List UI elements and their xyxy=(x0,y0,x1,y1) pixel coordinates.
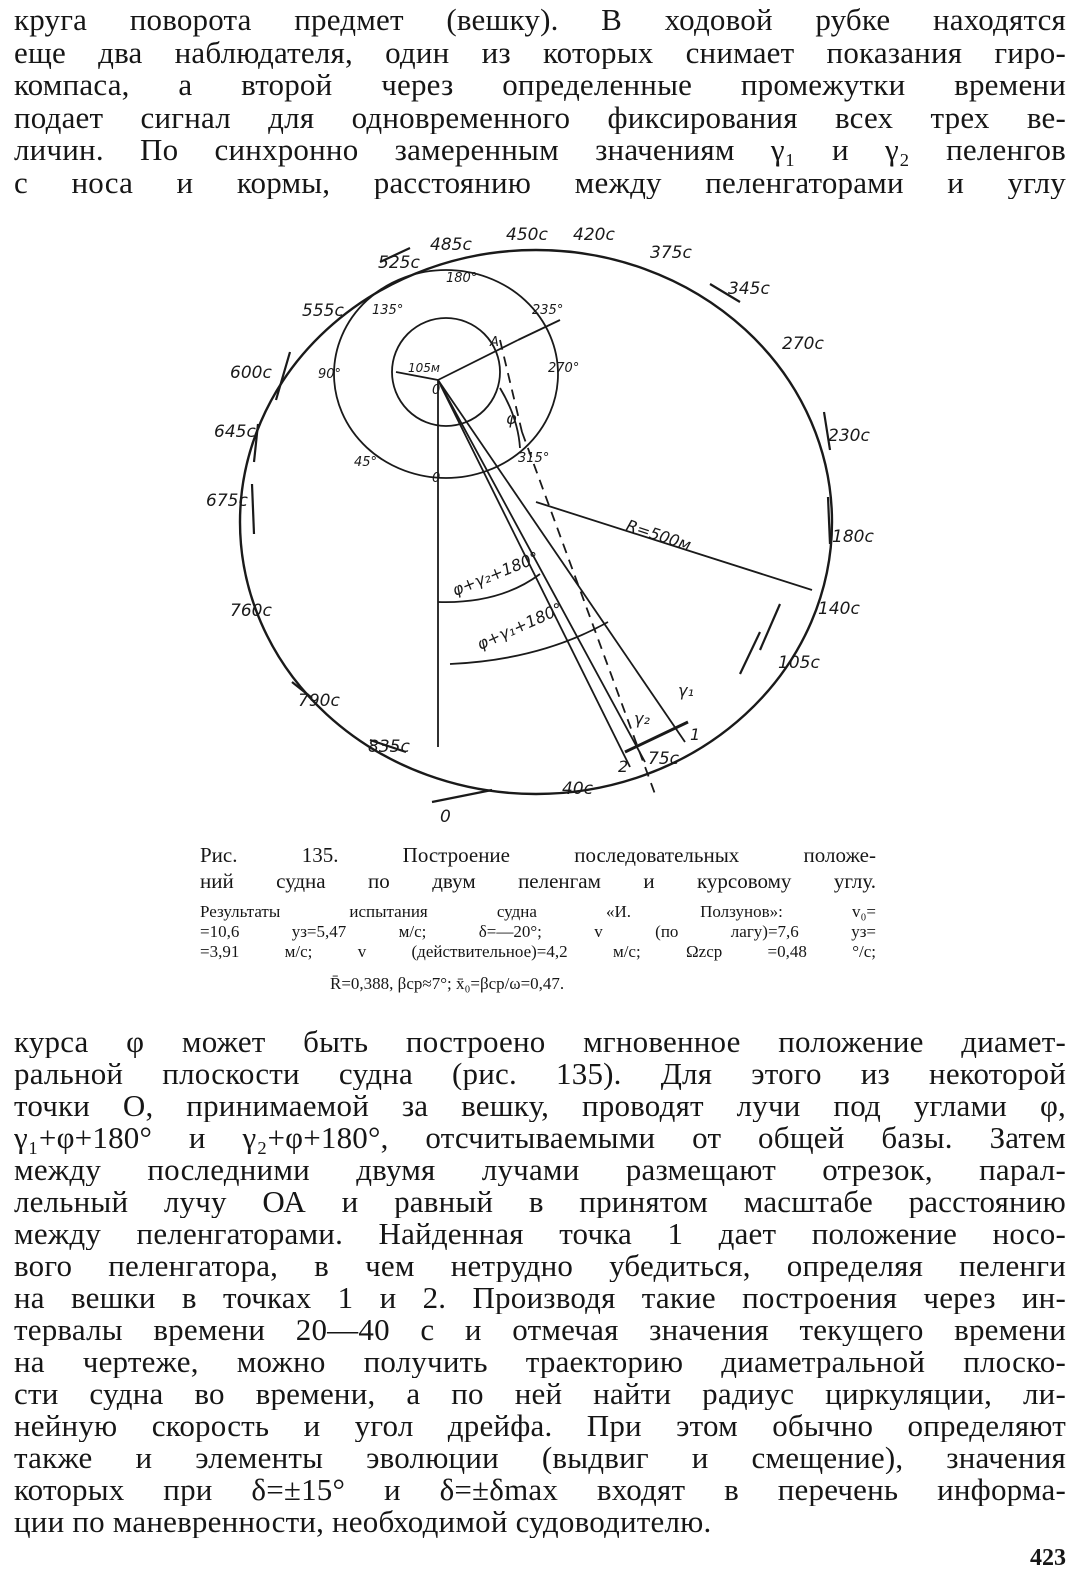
text-line: ральной плоскости судна (рис. 135). Для этого из некоторой xyxy=(14,1058,1066,1090)
time-label: 0 xyxy=(440,807,451,827)
time-label: 180c xyxy=(832,527,874,547)
caption-line: ний судна по двум пеленгам и курсовому углу. xyxy=(200,869,876,893)
oa-extension xyxy=(518,320,560,340)
figure-results-last: R̄=0,388, βср≈7°; x̄₀=βср/ω=0,47. xyxy=(330,974,565,993)
radius-105-label: 105м xyxy=(408,361,440,375)
arrow-icon xyxy=(828,497,830,544)
angle-label: 45° xyxy=(354,455,378,470)
time-label: 140c xyxy=(818,599,860,619)
time-label: 600c xyxy=(230,363,272,383)
text-line: лельный лучу ОА и равный в принятом масштабе расстоянию xyxy=(14,1186,1066,1218)
angle-label: 0 xyxy=(432,471,441,486)
angle-label: 235° xyxy=(532,303,564,318)
ship-circulation-diagram xyxy=(200,212,880,832)
text-line: компаса, а второй через определенные промежутки времени xyxy=(14,69,1066,102)
page-number: 423 xyxy=(1030,1545,1066,1571)
text-line: вого пеленгатора, в чем нетрудно убедиться, определяя пеленги xyxy=(14,1250,1066,1282)
text-line: также и элементы эволюции (выдвиг и смещение), значения xyxy=(14,1442,1066,1474)
text-line: между пеленгаторами. Найденная точка 1 дает положение носо- xyxy=(14,1218,1066,1250)
arrow-icon xyxy=(252,484,254,534)
text-line: на вешки в точках 1 и 2. Производя такие построения через ин- xyxy=(14,1282,1066,1314)
angle-label: 180° xyxy=(446,271,478,286)
ray-gamma1 xyxy=(438,380,685,742)
results-line: =3,91 м/с; v (действительное)=4,2 м/с; Ωzср =0,48 °/с; xyxy=(200,942,876,961)
text-line: курса φ может быть построено мгновенное положение диамет- xyxy=(14,1026,1066,1058)
time-label: 645c xyxy=(214,422,256,442)
results-line: Результаты испытания судна «И. Ползунов»: v₀= xyxy=(200,902,876,921)
text-line: еще два наблюдателя, один из которых снимает показания гиро- xyxy=(14,36,1066,69)
time-label: 375c xyxy=(650,243,692,263)
time-label: 555c xyxy=(302,301,344,321)
figure-caption xyxy=(200,842,876,894)
phi-gamma2-label: φ+γ₂+180° xyxy=(449,547,542,600)
phi-gamma1-label: φ+γ₁+180° xyxy=(473,598,566,654)
text-line: нейную скорость и угол дрейфа. При этом обычно определяют xyxy=(14,1410,1066,1442)
time-label: 420c xyxy=(573,225,615,245)
text-line: γ₁+φ+180° и γ₂+φ+180°, отсчитываемыми от общей базы. Затем xyxy=(14,1122,1066,1154)
text-line: круга поворота предмет (вешку). В ходовой рубке находятся xyxy=(14,4,1066,37)
time-label: 345c xyxy=(728,279,770,299)
bottom-paragraph xyxy=(14,1026,1066,1538)
time-label: 75c xyxy=(648,749,679,769)
gamma2-label: γ₂ xyxy=(634,709,650,728)
text-line: тервалы времени 20—40 с и отмечая значения текущего времени xyxy=(14,1314,1066,1346)
text-line: подает сигнал для одновременного фиксирования всех трех ве- xyxy=(14,101,1066,134)
time-label: 835c xyxy=(368,737,410,757)
time-label: 40c xyxy=(562,779,593,799)
text-line: на чертеже, можно получить траекторию диаметральной плоско- xyxy=(14,1346,1066,1378)
results-line: =10,6 уз=5,47 м/с; δ=—20°; v (по лагу)=7,6 уз= xyxy=(200,922,876,941)
arrow-icon xyxy=(432,790,492,802)
time-label: 760c xyxy=(230,601,272,621)
time-label: 270c xyxy=(782,334,824,354)
text-line: сти судна во времени, а по ней найти радиус циркуляции, ли- xyxy=(14,1378,1066,1410)
angle-label: 270° xyxy=(548,361,580,376)
angle-label: 90° xyxy=(318,367,342,382)
arrow-icon xyxy=(760,604,780,650)
angle-label: 315° xyxy=(518,451,550,466)
top-paragraph xyxy=(14,4,1066,199)
time-label: 525c xyxy=(378,253,420,273)
time-label: 105c xyxy=(778,653,820,673)
text-line: между последними двумя лучами размещают отрезок, парал- xyxy=(14,1154,1066,1186)
figure-results xyxy=(200,902,876,962)
ray-phi xyxy=(438,380,645,762)
radius-label: R=500м xyxy=(623,515,694,555)
time-label: 790c xyxy=(298,691,340,711)
text-line: с носа и кормы, расстоянию между пеленгаторами и углу xyxy=(14,166,1066,199)
point-2-label: 2 xyxy=(618,757,629,776)
time-label: 485c xyxy=(430,235,472,255)
caption-line: Рис. 135. Построение последовательных положе- xyxy=(200,843,876,867)
bearing-circle-outer xyxy=(334,270,558,478)
text-line: точки О, принимаемой за вешку, проводят лучи под углами φ, xyxy=(14,1090,1066,1122)
arrow-icon xyxy=(276,352,290,400)
time-label: 230c xyxy=(828,426,870,446)
ray-OA xyxy=(438,340,518,380)
angle-label: 0 xyxy=(432,383,441,398)
arrow-icon xyxy=(740,632,760,674)
text-line: личин. По синхронно замеренным значениям γ₁ и γ₂ пеленгов xyxy=(14,134,1066,167)
time-label: 675c xyxy=(206,491,248,511)
time-label: 450c xyxy=(506,225,548,245)
gamma1-label: γ₁ xyxy=(678,681,694,700)
point-1-label: 1 xyxy=(690,725,701,744)
text-line: ции по маневренности, необходимой судоводителю. xyxy=(14,1506,712,1538)
phi-label: φ xyxy=(506,409,517,428)
angle-label: A xyxy=(490,335,499,350)
angle-label: 135° xyxy=(372,303,404,318)
text-line: которых при δ=±15° и δ=±δmax входят в перечень информа- xyxy=(14,1474,1066,1506)
